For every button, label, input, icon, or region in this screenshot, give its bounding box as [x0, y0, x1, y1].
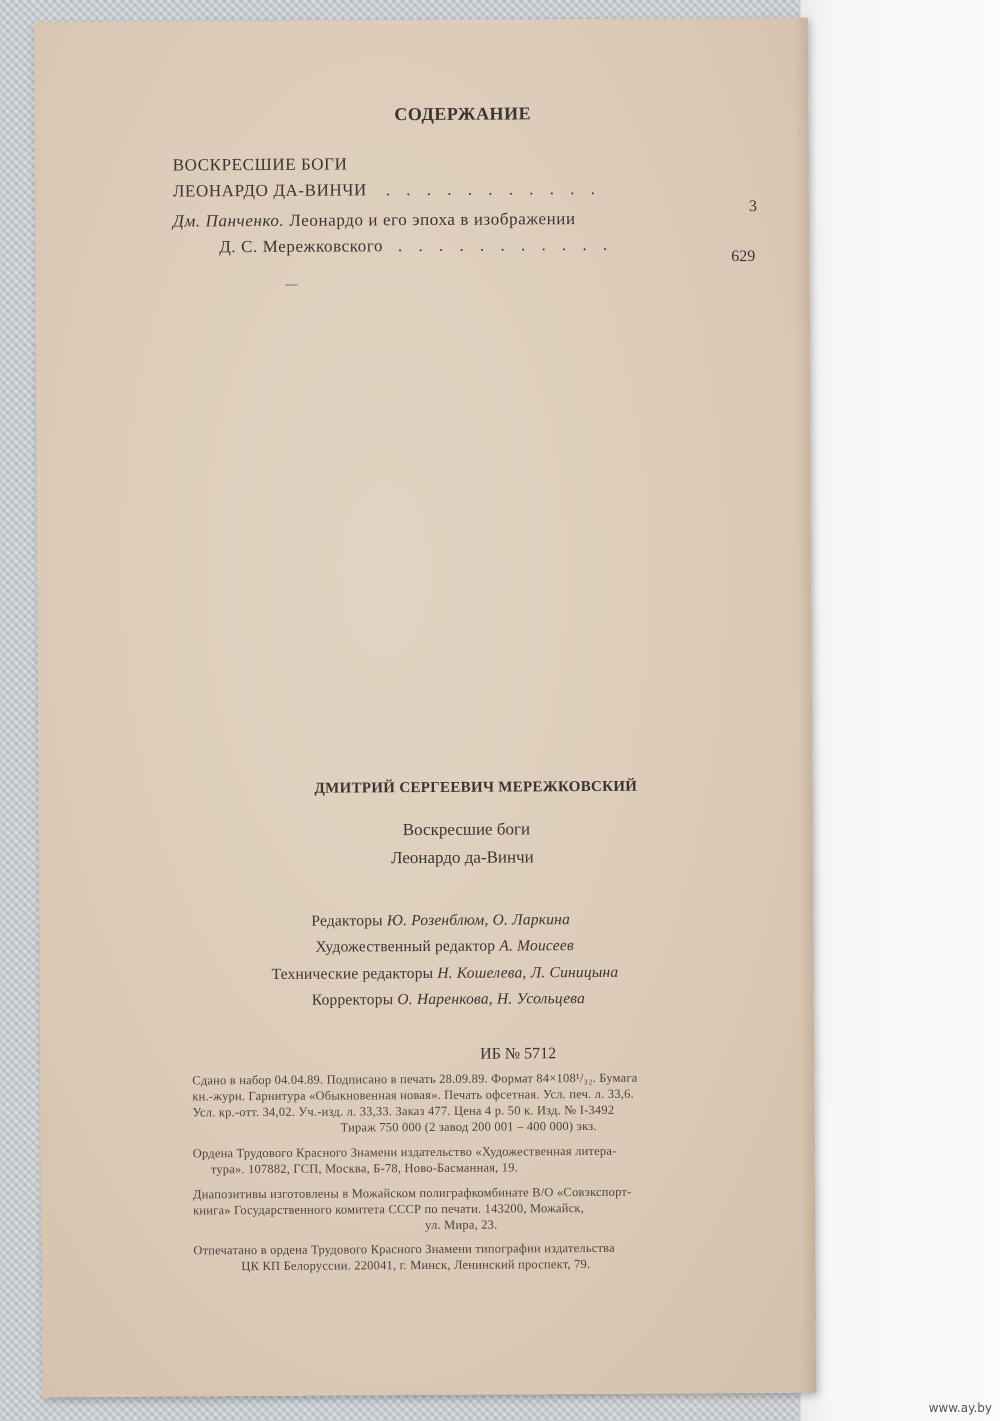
book-author: ДМИТРИЙ СЕРГЕЕВИЧ МЕРЕЖКОВСКИЙ [314, 778, 638, 797]
toc-entry-2-title: Леонардо и его эпоха в изображении [289, 209, 576, 230]
imprint-line: книга» Государственного комитета СССР по печати. 143200, Можайск, [193, 1201, 584, 1218]
imprint-line: Отпечатано в ордена Трудового Красного Знамени типографии издательства [193, 1240, 615, 1258]
imprint-line: Диапозитивы изготовлены в Можайском полиграфкомбинате В/О «Совэкспорт- [192, 1184, 632, 1202]
toc-entry-2-author: Дм. Панченко. [172, 210, 285, 231]
site-watermark: www.ay.by [928, 1401, 992, 1415]
toc-entry-1-subtitle-text: ЛЕОНАРДО ДА-ВИНЧИ [172, 180, 367, 201]
credit-role: Корректоры [311, 991, 394, 1009]
imprint-line: тура». 107882, ГСП, Москва, Б-78, Ново-Басманная, 19. [210, 1160, 519, 1177]
ib-number: ИБ № 5712 [480, 1045, 557, 1063]
imprint-line: Тираж 750 000 (2 завод 200 001 – 400 000) экз. [340, 1118, 597, 1135]
imprint-line: Сдано в набор 04.04.89. Подписано в печать 28.09.89. Формат 84×108¹/₃₂. Бумага [192, 1070, 638, 1088]
credit-tech-editors [272, 964, 619, 984]
credit-names: А. Моисеев [499, 937, 574, 955]
book-title-line2: Леонардо да-Винчи [390, 847, 534, 868]
credit-names: Ю. Розенблюм, О. Ларкина [386, 911, 571, 930]
toc-heading: СОДЕРЖАНИЕ [394, 103, 532, 125]
toc-leader-dots: . . . . . . . . . . . [385, 178, 601, 200]
credit-role: Технические редакторы [271, 964, 434, 983]
toc-entry-2-line1 [173, 209, 576, 231]
blank-facing-sheet [800, 0, 1000, 1421]
toc-entry-2-line2 [219, 235, 613, 257]
credit-role: Художественный редактор [315, 937, 496, 956]
credit-art-editor [315, 937, 574, 957]
toc-leader-dots: . . . . . . . . . . . [397, 234, 614, 256]
credit-proofreaders [312, 990, 585, 1010]
book-page [34, 18, 816, 1398]
imprint-line: Усл. кр.-отт. 34,02. Уч.-изд. л. 33,33. Заказ 477. Цена 4 р. 50 к. Изд. № I-3492 [192, 1102, 615, 1120]
toc-entry-1-title: ВОСКРЕСШИЕ БОГИ [172, 154, 348, 175]
stray-mark: — [285, 276, 298, 291]
imprint-line: ул. Мира, 23. [425, 1217, 498, 1233]
toc-entry-1-page: 3 [748, 197, 757, 216]
toc-entry-2-page: 629 [731, 247, 756, 266]
credit-role: Редакторы [311, 912, 383, 930]
credit-names: О. Наренкова, Н. Усольцева [397, 990, 586, 1009]
imprint-line: кн.-журн. Гарнитура «Обыкновенная новая». Печать офсетная. Усл. печ. л. 33,6. [192, 1086, 634, 1104]
book-title-line1: Воскресшие боги [402, 819, 531, 840]
credit-editors [311, 911, 570, 931]
toc-entry-2-title-cont: Д. С. Мережковского [219, 236, 384, 257]
toc-entry-1-subtitle [173, 179, 601, 202]
imprint-line: Ордена Трудового Красного Знамени издательство «Художественная литера- [192, 1143, 617, 1161]
imprint-line: ЦК КП Белоруссии. 220041, г. Минск, Ленинский проспект, 79. [241, 1257, 591, 1274]
credit-names: Н. Кошелева, Л. Синицына [437, 963, 619, 982]
